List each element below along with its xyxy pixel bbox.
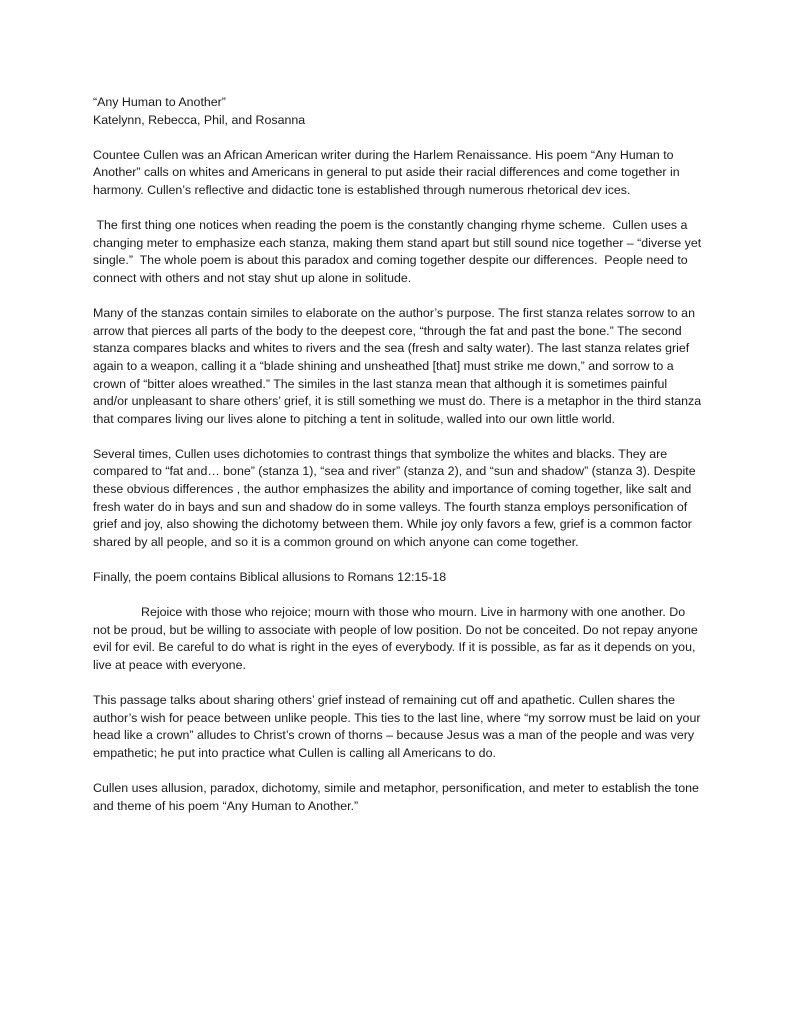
document-authors: Katelynn, Rebecca, Phil, and Rosanna bbox=[93, 112, 306, 127]
paragraph-allusions-intro: Finally, the poem contains Biblical allusions to Romans 12:15-18 bbox=[93, 570, 447, 585]
spacer bbox=[93, 551, 703, 569]
document-title: “Any Human to Another” bbox=[93, 95, 226, 109]
paragraph-intro: Countee Cullen was an African American writer during the Harlem Renaissance. His poem “Any Human to Another” calls on whites and Americans in general to put aside their racial differences and come together in harmony. Cullen’s reflective and didactic tone is established through numerous rhetorical dev ices. bbox=[93, 147, 680, 197]
document-page bbox=[93, 94, 703, 815]
spacer bbox=[93, 763, 703, 781]
paragraph-dichotomies: Several times, Cullen uses dichotomies to contrast things that symbolize the whites and blacks. They are compared to “fat and… bone” (stanza 1), “sea and river” (stanza 2), and “sun and shadow” (stanza 3). Despite these obvious differences , the author emphasizes the ability and importance of coming together, like salt and fresh water do in bays and sun and shadow do in some valleys. The fourth stanza employs personification of grief and joy, also showing the dichotomy between them. While joy only favors a few, grief is a common factor shared by all people, and so it is a common ground on which anyone can come together. bbox=[93, 446, 696, 549]
block-quote-romans: Rejoice with those who rejoice; mourn with those who mourn. Live in harmony with one another. Do not be proud, but be willing to associate with people of low position. Do not be conceited. Do not repay anyone evil for evil. Be careful to do what is right in the eyes of everybody. If it is possible, as far as it depends on you, live at peace with everyone. bbox=[93, 605, 698, 672]
spacer bbox=[93, 288, 703, 306]
spacer bbox=[93, 200, 703, 218]
paragraph-conclusion: Cullen uses allusion, paradox, dichotomy, simile and metaphor, personification, and meter to establish the tone and theme of his poem “Any Human to Another.” bbox=[93, 781, 699, 813]
paragraph-passage-analysis: This passage talks about sharing others’ grief instead of remaining cut off and apathetic. Cullen shares the author’s wish for peace between unlike people. This ties to the last line, where “my sorrow must be laid on your head like a crown” alludes to Christ’s crown of thorns – because Jesus was a man of the people and was very empathetic; he put into practice what Cullen is calling all Americans to do. bbox=[93, 693, 701, 760]
spacer bbox=[93, 428, 703, 446]
spacer bbox=[93, 675, 703, 693]
paragraph-rhyme-scheme: The first thing one notices when reading the poem is the constantly changing rhyme scheme. Cullen uses a changing meter to emphasize each stanza, making them stand apart but still sound nice together – “diverse yet single.” The whole poem is about this paradox and coming together despite our differences. People need to connect with others and not stay shut up alone in solitude. bbox=[93, 218, 705, 285]
spacer bbox=[93, 129, 703, 147]
paragraph-similes: Many of the stanzas contain similes to elaborate on the author’s purpose. The first stanza relates sorrow to an arrow that pierces all parts of the body to the deepest core, “through the fat and past the bone.” The second stanza compares blacks and whites to rivers and the sea (fresh and salty water). The last stanza relates grief again to a weapon, calling it a “blade shining and unsheathed [that] must strike me down,” and sorrow to a crown of “bitter aloes wreathed.” The similes in the last stanza mean that although it is sometimes painful and/or unpleasant to share others’ grief, it is still something we must do. There is a metaphor in the third stanza that compares living our lives alone to pitching a tent in solitude, walled into our own little world. bbox=[93, 306, 702, 426]
spacer bbox=[93, 587, 703, 605]
